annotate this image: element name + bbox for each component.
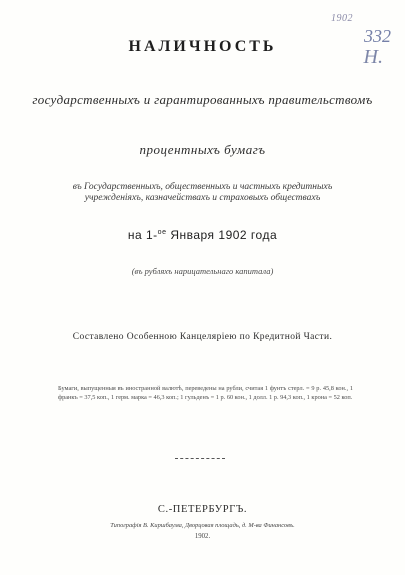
- institutions-text: [0, 182, 405, 204]
- stamp-code: 332: [364, 26, 391, 46]
- date-prefix: на 1-: [127, 228, 158, 242]
- publication-year: 1902.: [194, 533, 211, 540]
- publication-city: С.-ПЕТЕРБУРГЪ.: [157, 504, 248, 515]
- date-ordinal: ое: [157, 229, 167, 236]
- printer-imprint: Типографія В. Киршбаума, Дворцовая площадь, д. М-ва Финансовъ.: [110, 522, 295, 529]
- subtitle-line-2: процентныхъ бумагъ: [139, 142, 266, 157]
- institutions-line-2: учрежденіяхъ, казначействахъ и страховыхъ обществахъ: [84, 193, 321, 203]
- currency-conversion-note: Бумаги, выпущенныя въ иностранной валютѣ, переведены на рубли, считая 1 фунтъ стерл. = 9 р. 45,8 кон., 1 франкъ = 37,5 коп., 1 герм. марка = 46,3 коп.; 1 гульденъ = 1 р. 60 кон., 1 долл. 1 р. 94,3 коп., 1 крона = 52 коп.: [58, 385, 353, 401]
- capital-note: (въ рубляхъ нарицательнаго капитала): [131, 266, 274, 276]
- date-line: [0, 228, 405, 242]
- document-title: НАЛИЧНОСТЬ: [128, 38, 277, 55]
- divider-rule: [175, 458, 225, 459]
- stamp-mark: Н.: [363, 46, 383, 68]
- compiled-by: Составлено Особенною Канцеляріею по Кредитной Части.: [72, 332, 333, 342]
- stamp-year: 1902: [331, 13, 353, 24]
- date-suffix: Января 1902 года: [170, 228, 278, 242]
- institutions-line-1: въ Государственныхъ, общественныхъ и частныхъ кредитныхъ: [72, 182, 333, 192]
- subtitle-line-1: государственныхъ и гарантированныхъ правительствомъ: [32, 92, 373, 107]
